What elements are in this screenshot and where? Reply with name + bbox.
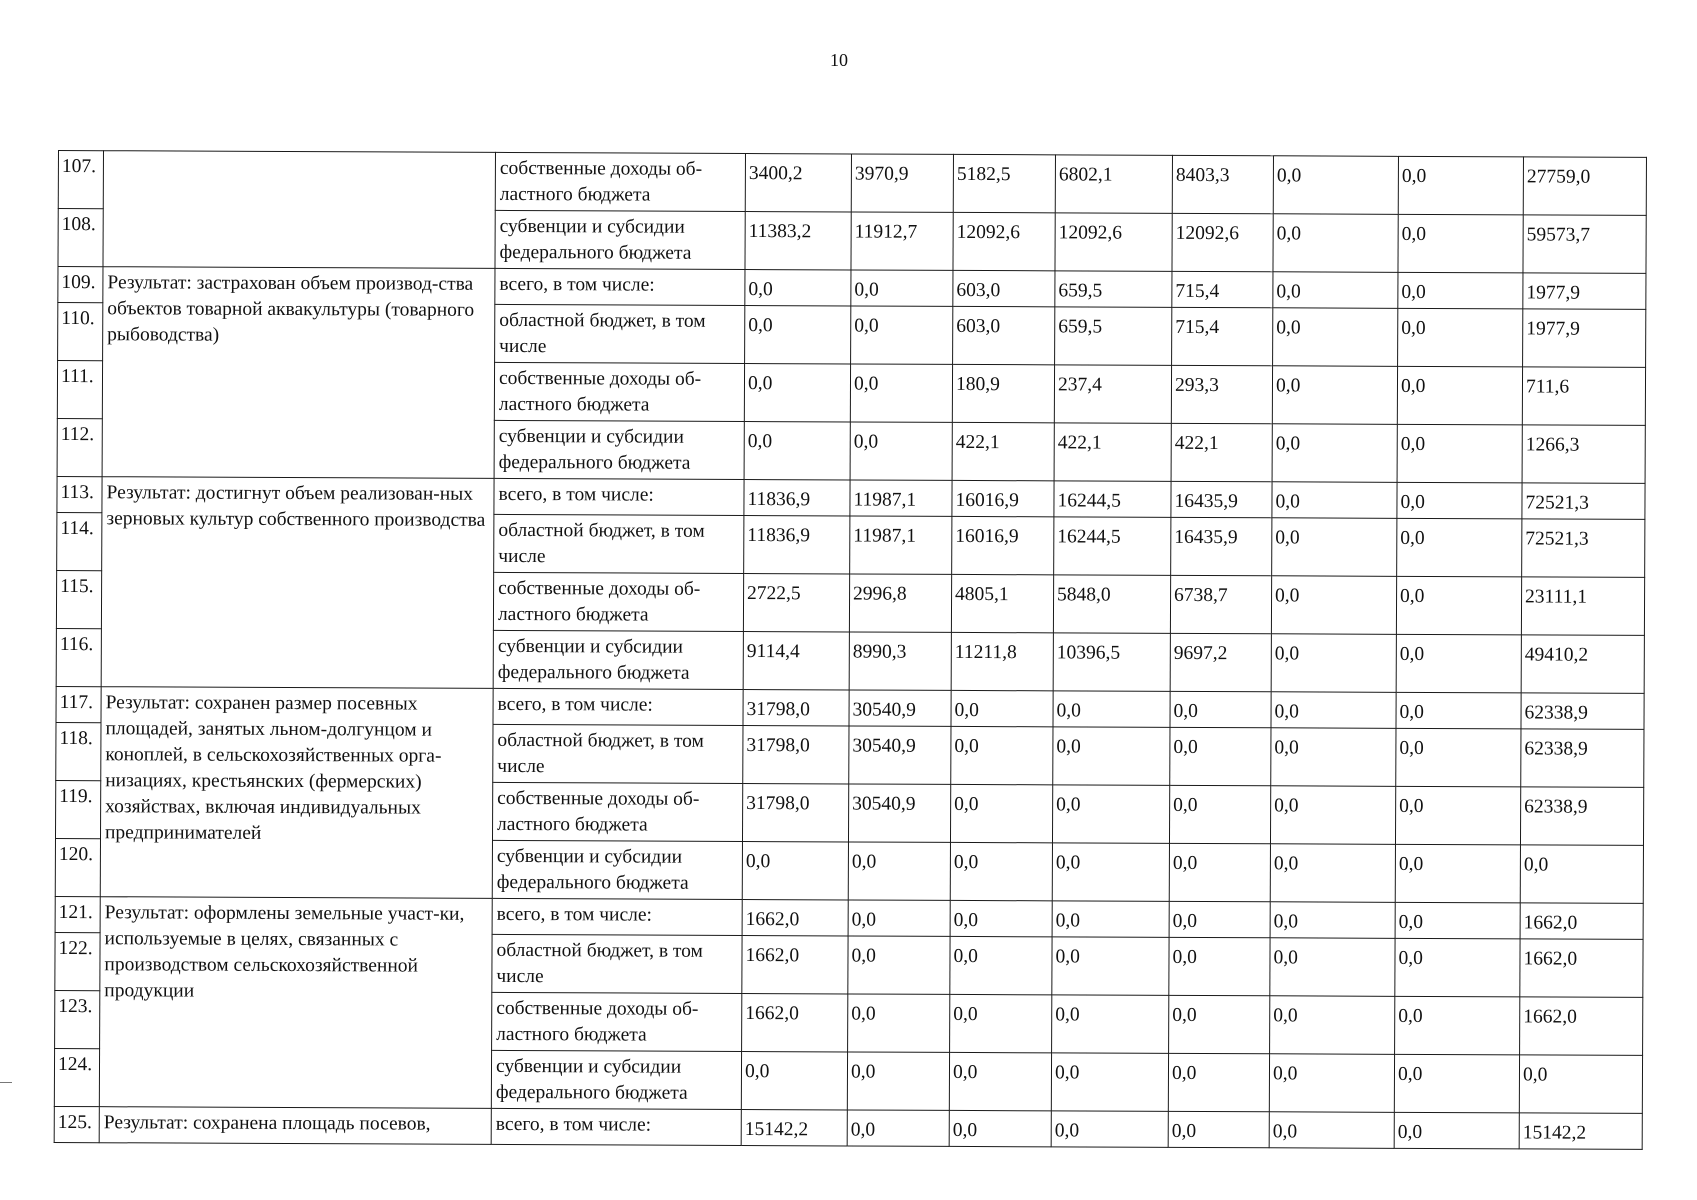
total-cell: 1662,0 [1520,939,1643,998]
row-number: 125. [54,1106,99,1142]
value-cell: 1662,0 [742,899,848,935]
value-cell: 0,0 [1270,996,1395,1055]
value-cell: 0,0 [1051,1053,1168,1112]
value-cell: 603,0 [953,306,1055,364]
funding-source: областной бюджет, в том числе [495,304,745,363]
value-cell: 11383,2 [745,211,851,269]
value-cell: 422,1 [1171,423,1272,481]
value-cell: 0,0 [1270,844,1395,903]
row-number: 123. [55,990,100,1048]
value-cell: 31798,0 [743,689,849,725]
row-number: 115. [56,570,101,628]
value-cell: 5848,0 [1053,575,1170,634]
value-cell: 659,5 [1055,307,1172,366]
value-cell: 0,0 [851,306,953,364]
funding-source: субвенции и субсидии федерального бюджета [494,420,744,479]
value-cell: 0,0 [1396,634,1521,693]
total-cell: 72521,3 [1522,483,1645,520]
value-cell: 0,0 [1170,727,1271,785]
value-cell: 4805,1 [951,574,1053,632]
value-cell: 12092,6 [953,212,1055,270]
budget-table-sheet [54,150,1647,1150]
total-cell: 711,6 [1522,367,1645,426]
funding-source: собственные доходы об-ластного бюджета [492,782,742,841]
table-row [58,151,1646,216]
total-cell: 62338,9 [1521,693,1644,730]
value-cell: 5182,5 [953,154,1055,212]
value-cell: 422,1 [952,422,1054,480]
row-number: 110. [58,303,103,361]
value-cell: 0,0 [1269,1112,1394,1149]
value-cell: 180,9 [952,364,1054,422]
funding-source: областной бюджет, в том числе [494,514,744,573]
value-cell: 0,0 [950,994,1052,1052]
value-cell: 0,0 [1271,634,1396,693]
value-cell: 31798,0 [742,783,848,841]
total-cell: 27759,0 [1523,157,1646,216]
value-cell: 0,0 [1053,727,1170,786]
funding-source: всего, в том числе: [491,1108,741,1145]
row-number: 113. [57,476,102,512]
value-cell: 30540,9 [849,726,951,784]
funding-source: собственные доходы об-ластного бюджета [495,152,745,211]
value-cell: 8403,3 [1172,155,1273,213]
value-cell: 0,0 [1271,692,1396,729]
value-cell: 0,0 [1272,424,1397,483]
value-cell: 16016,9 [952,480,1054,516]
value-cell: 0,0 [949,1052,1051,1110]
result-description: Результат: застрахован объем производ-ства объектов товарной аквакультуры (товарного рыбоводства) [102,267,495,479]
value-cell: 16435,9 [1171,517,1272,575]
value-cell: 11836,9 [744,479,850,515]
funding-source: областной бюджет, в том числе [492,934,742,993]
row-number: 119. [55,780,100,838]
value-cell: 10396,5 [1053,633,1170,692]
value-cell: 0,0 [1273,214,1398,273]
value-cell: 1662,0 [742,935,848,993]
value-cell: 0,0 [1272,518,1397,577]
value-cell: 2722,5 [743,573,849,631]
value-cell: 0,0 [1051,1111,1168,1148]
funding-source: всего, в том числе: [493,688,743,725]
value-cell: 0,0 [1053,691,1170,728]
row-number: 124. [54,1048,99,1106]
value-cell: 0,0 [1052,995,1169,1054]
value-cell: 12092,6 [1055,213,1172,272]
value-cell: 15142,2 [741,1109,847,1145]
value-cell: 31798,0 [743,725,849,783]
value-cell: 0,0 [1394,1112,1519,1149]
budget-table [54,150,1647,1150]
value-cell: 0,0 [1273,272,1398,309]
value-cell: 0,0 [1269,1054,1394,1113]
value-cell: 0,0 [951,726,1053,784]
value-cell: 0,0 [744,421,850,479]
row-number: 111. [57,361,102,419]
value-cell: 715,4 [1172,307,1273,365]
value-cell: 9697,2 [1170,633,1271,691]
value-cell: 0,0 [1396,576,1521,635]
value-cell: 0,0 [1052,901,1169,938]
value-cell: 3400,2 [745,153,851,211]
value-cell: 0,0 [950,936,1052,994]
funding-source: всего, в том числе: [492,898,742,935]
row-number: 108. [58,209,103,267]
value-cell: 30540,9 [848,784,950,842]
value-cell: 0,0 [1169,843,1270,901]
value-cell: 0,0 [745,305,851,363]
value-cell: 0,0 [1398,308,1523,367]
row-number: 120. [55,838,100,896]
value-cell: 0,0 [1394,1054,1519,1113]
value-cell: 0,0 [1271,576,1396,635]
value-cell: 0,0 [1396,728,1521,787]
funding-source: субвенции и субсидии федерального бюджета [492,840,742,899]
value-cell: 0,0 [848,994,950,1052]
table-row [58,267,1646,310]
total-cell: 72521,3 [1522,519,1645,578]
value-cell: 0,0 [1273,308,1398,367]
value-cell: 0,0 [847,1052,949,1110]
total-cell: 0,0 [1520,845,1643,904]
value-cell: 0,0 [745,269,851,305]
total-cell: 62338,9 [1521,729,1644,788]
value-cell: 0,0 [1395,996,1520,1055]
funding-source: собственные доходы об-ластного бюджета [492,992,742,1051]
total-cell: 49410,2 [1521,635,1644,694]
row-number: 122. [55,932,100,990]
value-cell: 0,0 [1168,1053,1269,1111]
value-cell: 0,0 [1270,786,1395,845]
value-cell: 0,0 [744,363,850,421]
value-cell: 11912,7 [851,212,953,270]
value-cell: 0,0 [1396,692,1521,729]
value-cell: 0,0 [1270,938,1395,997]
funding-source: субвенции и субсидии федерального бюджета [495,210,745,269]
value-cell: 6738,7 [1170,575,1271,633]
row-number: 118. [56,722,101,780]
value-cell: 0,0 [848,842,950,900]
value-cell: 0,0 [1398,272,1523,309]
value-cell: 0,0 [851,270,953,306]
value-cell: 0,0 [1270,902,1395,939]
value-cell: 0,0 [950,784,1052,842]
scan-edge-mark [0,1082,12,1083]
value-cell: 11987,1 [850,516,952,574]
total-cell: 59573,7 [1523,215,1646,274]
value-cell: 8990,3 [849,632,951,690]
value-cell: 0,0 [850,364,952,422]
value-cell: 0,0 [1398,214,1523,273]
funding-source: областной бюджет, в том числе [493,724,743,783]
value-cell: 0,0 [949,1110,1051,1146]
row-number: 117. [56,686,101,722]
value-cell: 0,0 [1271,728,1396,787]
total-cell: 23111,1 [1521,577,1644,636]
value-cell: 0,0 [850,422,952,480]
result-description: Результат: сохранен размер посевных площадей, занятых льном-долгунцом и коноплей, в сельскохозяйственных орга-низациях, крестьянских (фермерских) хозяйствах, включая индивидуальных предпринимателей [100,687,493,899]
value-cell: 0,0 [1398,156,1523,215]
funding-source: субвенции и субсидии федерального бюджета [491,1050,741,1109]
value-cell: 11836,9 [744,515,850,573]
value-cell: 422,1 [1054,423,1171,482]
value-cell: 0,0 [1169,901,1270,937]
value-cell: 0,0 [1052,843,1169,902]
row-number: 112. [57,418,102,476]
value-cell: 293,3 [1171,365,1272,423]
value-cell: 3970,9 [851,154,953,212]
row-number: 109. [58,267,103,303]
value-cell: 0,0 [741,1051,847,1109]
value-cell: 0,0 [1395,844,1520,903]
row-number: 116. [56,628,101,686]
value-cell: 715,4 [1172,271,1273,307]
value-cell: 0,0 [1272,366,1397,425]
value-cell: 0,0 [950,842,1052,900]
result-description: Результат: достигнут объем реализован-ных зерновых культур собственного производства [101,477,494,689]
value-cell: 0,0 [848,936,950,994]
value-cell: 0,0 [1395,938,1520,997]
value-cell: 0,0 [742,841,848,899]
value-cell: 659,5 [1055,271,1172,308]
total-cell: 1977,9 [1523,273,1646,310]
value-cell: 0,0 [1168,1111,1269,1147]
result-description: Результат: сохранена площадь посевов, [99,1107,491,1145]
value-cell: 9114,4 [743,631,849,689]
total-cell: 1662,0 [1520,997,1643,1056]
table-row [57,476,1645,519]
total-cell: 1662,0 [1520,903,1643,940]
value-cell: 12092,6 [1172,213,1273,271]
value-cell: 2996,8 [849,574,951,632]
table-row [55,896,1643,939]
value-cell: 0,0 [1052,937,1169,996]
total-cell: 0,0 [1519,1055,1642,1114]
value-cell: 0,0 [1395,786,1520,845]
value-cell: 0,0 [1397,366,1522,425]
value-cell: 0,0 [950,900,1052,936]
table-row [56,686,1644,729]
total-cell: 62338,9 [1520,787,1643,846]
value-cell: 0,0 [1169,785,1270,843]
funding-source: субвенции и субсидии федерального бюджета [493,630,743,689]
value-cell: 16244,5 [1054,481,1171,518]
value-cell: 30540,9 [849,690,951,726]
value-cell: 0,0 [1397,424,1522,483]
row-number: 107. [58,151,103,209]
value-cell: 0,0 [1272,482,1397,519]
value-cell: 16016,9 [952,516,1054,574]
row-number: 114. [57,512,102,570]
funding-source: собственные доходы об-ластного бюджета [494,362,744,421]
result-description-empty [103,151,496,269]
funding-source: собственные доходы об-ластного бюджета [493,572,743,631]
value-cell: 0,0 [1169,937,1270,995]
value-cell: 0,0 [1395,902,1520,939]
funding-source: всего, в том числе: [494,478,744,515]
value-cell: 16435,9 [1171,481,1272,517]
value-cell: 603,0 [953,270,1055,306]
value-cell: 1662,0 [742,993,848,1051]
value-cell: 11987,1 [850,480,952,516]
value-cell: 0,0 [847,1110,949,1146]
value-cell: 0,0 [848,900,950,936]
value-cell: 237,4 [1054,365,1171,424]
table-row [54,1106,1642,1149]
result-description: Результат: оформлены земельные участ-ки, используемые в целях, связанных с производством сельскохозяйственной продукции [99,897,492,1109]
value-cell: 0,0 [951,690,1053,726]
total-cell: 15142,2 [1519,1113,1642,1150]
funding-source: всего, в том числе: [495,268,745,305]
value-cell: 0,0 [1169,995,1270,1053]
value-cell: 6802,1 [1055,155,1172,214]
value-cell: 11211,8 [951,632,1053,690]
value-cell: 0,0 [1052,785,1169,844]
total-cell: 1977,9 [1523,309,1646,368]
value-cell: 16244,5 [1054,517,1171,576]
value-cell: 0,0 [1397,482,1522,519]
value-cell: 0,0 [1273,156,1398,215]
row-number: 121. [55,896,100,932]
value-cell: 0,0 [1397,518,1522,577]
total-cell: 1266,3 [1522,425,1645,484]
value-cell: 0,0 [1170,691,1271,727]
page-number: 10 [830,50,848,70]
